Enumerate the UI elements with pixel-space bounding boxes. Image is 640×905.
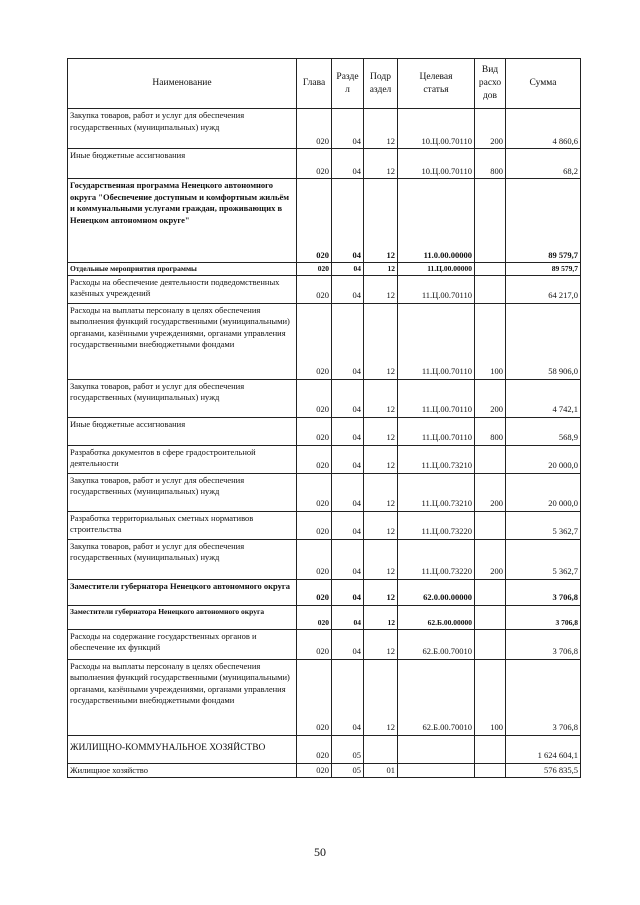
cell-name: Разработка документов в сфере градостроительной деятельности [68, 445, 297, 473]
cell-kind: 200 [475, 473, 506, 511]
cell-target: 11.0.00.00000 [398, 179, 475, 263]
cell-target: 10.Ц.00.70110 [398, 149, 475, 179]
table-row [68, 417, 581, 445]
cell-section: 04 [332, 579, 364, 605]
cell-chapter: 020 [297, 417, 332, 445]
header-chapter: Глава [297, 59, 332, 109]
cell-target: 11.Ц.00.73220 [398, 539, 475, 579]
cell-subsection: 12 [364, 275, 398, 303]
table-row [68, 303, 581, 379]
cell-section: 04 [332, 605, 364, 629]
cell-section: 04 [332, 473, 364, 511]
cell-subsection: 12 [364, 605, 398, 629]
cell-name: Государственная программа Ненецкого автономного округа "Обеспечение доступным и комфортным жильём и коммунальными услугами граждан, проживающих в Ненецком автономном округе" [68, 179, 297, 263]
cell-kind [475, 263, 506, 276]
cell-section: 04 [332, 179, 364, 263]
cell-kind: 100 [475, 659, 506, 735]
table-row [68, 379, 581, 417]
cell-section: 04 [332, 263, 364, 276]
cell-section: 04 [332, 511, 364, 539]
cell-name: Расходы на обеспечение деятельности подведомственных казённых учреждений [68, 275, 297, 303]
cell-subsection: 12 [364, 109, 398, 149]
cell-sum: 68,2 [506, 149, 581, 179]
cell-kind: 200 [475, 109, 506, 149]
table-row [68, 605, 581, 629]
header-target: Целевая статья [398, 59, 475, 109]
cell-name: Закупка товаров, работ и услуг для обеспечения государственных (муниципальных) нужд [68, 539, 297, 579]
header-section: Разде л [332, 59, 364, 109]
cell-name: Расходы на выплаты персоналу в целях обеспечения выполнения функций государственными (муниципальными) органами, казёнными учреждениями, органами управления государственными внебюджетными фондами [68, 303, 297, 379]
table-row [68, 445, 581, 473]
cell-subsection [364, 735, 398, 763]
cell-target: 62.Б.00.70010 [398, 629, 475, 659]
cell-section: 05 [332, 735, 364, 763]
cell-target: 11.Ц.00.00000 [398, 263, 475, 276]
cell-kind [475, 275, 506, 303]
cell-name: Иные бюджетные ассигнования [68, 417, 297, 445]
cell-target: 11.Ц.00.73210 [398, 445, 475, 473]
cell-subsection: 12 [364, 659, 398, 735]
header-row [68, 59, 581, 109]
table-body [68, 109, 581, 778]
cell-chapter: 020 [297, 605, 332, 629]
cell-name: Заместители губернатора Ненецкого автономного округа [68, 579, 297, 605]
table-row [68, 473, 581, 511]
cell-kind [475, 629, 506, 659]
table-row [68, 735, 581, 763]
cell-target: 10.Ц.00.70110 [398, 109, 475, 149]
cell-sum: 3 706,8 [506, 579, 581, 605]
table-row [68, 659, 581, 735]
cell-target: 11.Ц.00.70110 [398, 275, 475, 303]
cell-subsection: 12 [364, 263, 398, 276]
table-row [68, 263, 581, 276]
cell-chapter: 020 [297, 379, 332, 417]
cell-subsection: 12 [364, 303, 398, 379]
table-row [68, 579, 581, 605]
cell-chapter: 020 [297, 763, 332, 778]
cell-subsection: 12 [364, 149, 398, 179]
cell-target [398, 735, 475, 763]
table-row [68, 179, 581, 263]
cell-target: 62.Б.00.00000 [398, 605, 475, 629]
cell-chapter: 020 [297, 445, 332, 473]
cell-subsection: 01 [364, 763, 398, 778]
cell-sum: 3 706,8 [506, 659, 581, 735]
cell-section: 04 [332, 629, 364, 659]
cell-kind [475, 605, 506, 629]
cell-sum: 576 835,5 [506, 763, 581, 778]
header-name: Наименование [68, 59, 297, 109]
cell-chapter: 020 [297, 109, 332, 149]
cell-sum: 568,9 [506, 417, 581, 445]
cell-name: Заместители губернатора Ненецкого автономного округа [68, 605, 297, 629]
cell-name: Расходы на содержание государственных органов и обеспечение их функций [68, 629, 297, 659]
cell-chapter: 020 [297, 579, 332, 605]
cell-name: Расходы на выплаты персоналу в целях обеспечения выполнения функций государственными (муниципальными) органами, казёнными учреждениями, органами управления государственными внебюджетными фондами [68, 659, 297, 735]
cell-subsection: 12 [364, 417, 398, 445]
cell-name: Иные бюджетные ассигнования [68, 149, 297, 179]
cell-target: 62.0.00.00000 [398, 579, 475, 605]
cell-section: 04 [332, 275, 364, 303]
cell-sum: 3 706,8 [506, 629, 581, 659]
cell-kind [475, 511, 506, 539]
page-number: 50 [314, 845, 326, 859]
cell-target: 11.Ц.00.73210 [398, 473, 475, 511]
cell-kind [475, 763, 506, 778]
cell-name: Закупка товаров, работ и услуг для обеспечения государственных (муниципальных) нужд [68, 109, 297, 149]
table-row [68, 275, 581, 303]
header-subsection: Подр аздел [364, 59, 398, 109]
table-row [68, 109, 581, 149]
cell-kind: 800 [475, 149, 506, 179]
cell-sum: 20 000,0 [506, 445, 581, 473]
cell-sum: 64 217,0 [506, 275, 581, 303]
budget-table [67, 58, 581, 778]
cell-sum: 4 860,6 [506, 109, 581, 149]
cell-subsection: 12 [364, 473, 398, 511]
cell-sum: 89 579,7 [506, 263, 581, 276]
header-sum: Сумма [506, 59, 581, 109]
cell-name: Разработка территориальных сметных нормативов строительства [68, 511, 297, 539]
cell-sum: 5 362,7 [506, 511, 581, 539]
cell-chapter: 020 [297, 473, 332, 511]
cell-chapter: 020 [297, 179, 332, 263]
cell-section: 05 [332, 763, 364, 778]
cell-subsection: 12 [364, 379, 398, 417]
cell-target: 11.Ц.00.70110 [398, 303, 475, 379]
cell-subsection: 12 [364, 579, 398, 605]
cell-sum: 4 742,1 [506, 379, 581, 417]
cell-kind [475, 735, 506, 763]
cell-section: 04 [332, 109, 364, 149]
cell-chapter: 020 [297, 659, 332, 735]
cell-kind [475, 179, 506, 263]
cell-target: 11.Ц.00.70110 [398, 379, 475, 417]
cell-name: Закупка товаров, работ и услуг для обеспечения государственных (муниципальных) нужд [68, 473, 297, 511]
cell-chapter: 020 [297, 263, 332, 276]
cell-section: 04 [332, 417, 364, 445]
cell-kind: 200 [475, 539, 506, 579]
cell-sum: 20 000,0 [506, 473, 581, 511]
header-expense-kind: Вид расхо дов [475, 59, 506, 109]
cell-target: 11.Ц.00.73220 [398, 511, 475, 539]
cell-chapter: 020 [297, 149, 332, 179]
table-row [68, 511, 581, 539]
cell-subsection: 12 [364, 445, 398, 473]
cell-kind [475, 445, 506, 473]
cell-subsection: 12 [364, 539, 398, 579]
cell-name: Жилищное хозяйство [68, 763, 297, 778]
cell-target [398, 763, 475, 778]
cell-subsection: 12 [364, 179, 398, 263]
cell-chapter: 020 [297, 539, 332, 579]
cell-section: 04 [332, 659, 364, 735]
table-row [68, 763, 581, 778]
cell-section: 04 [332, 379, 364, 417]
table-row [68, 149, 581, 179]
cell-chapter: 020 [297, 275, 332, 303]
cell-target: 11.Ц.00.70110 [398, 417, 475, 445]
cell-section: 04 [332, 303, 364, 379]
table-row [68, 539, 581, 579]
cell-section: 04 [332, 445, 364, 473]
cell-kind: 100 [475, 303, 506, 379]
cell-chapter: 020 [297, 629, 332, 659]
cell-subsection: 12 [364, 511, 398, 539]
cell-name: Закупка товаров, работ и услуг для обеспечения государственных (муниципальных) нужд [68, 379, 297, 417]
cell-chapter: 020 [297, 303, 332, 379]
cell-name: Отдельные мероприятия программы [68, 263, 297, 276]
cell-kind [475, 579, 506, 605]
cell-sum: 3 706,8 [506, 605, 581, 629]
cell-target: 62.Б.00.70010 [398, 659, 475, 735]
cell-subsection: 12 [364, 629, 398, 659]
cell-name: ЖИЛИЩНО-КОММУНАЛЬНОЕ ХОЗЯЙСТВО [68, 735, 297, 763]
cell-section: 04 [332, 539, 364, 579]
cell-chapter: 020 [297, 735, 332, 763]
cell-sum: 1 624 604,1 [506, 735, 581, 763]
cell-sum: 58 906,0 [506, 303, 581, 379]
table-row [68, 629, 581, 659]
cell-kind: 800 [475, 417, 506, 445]
cell-sum: 5 362,7 [506, 539, 581, 579]
cell-section: 04 [332, 149, 364, 179]
cell-sum: 89 579,7 [506, 179, 581, 263]
cell-chapter: 020 [297, 511, 332, 539]
cell-kind: 200 [475, 379, 506, 417]
